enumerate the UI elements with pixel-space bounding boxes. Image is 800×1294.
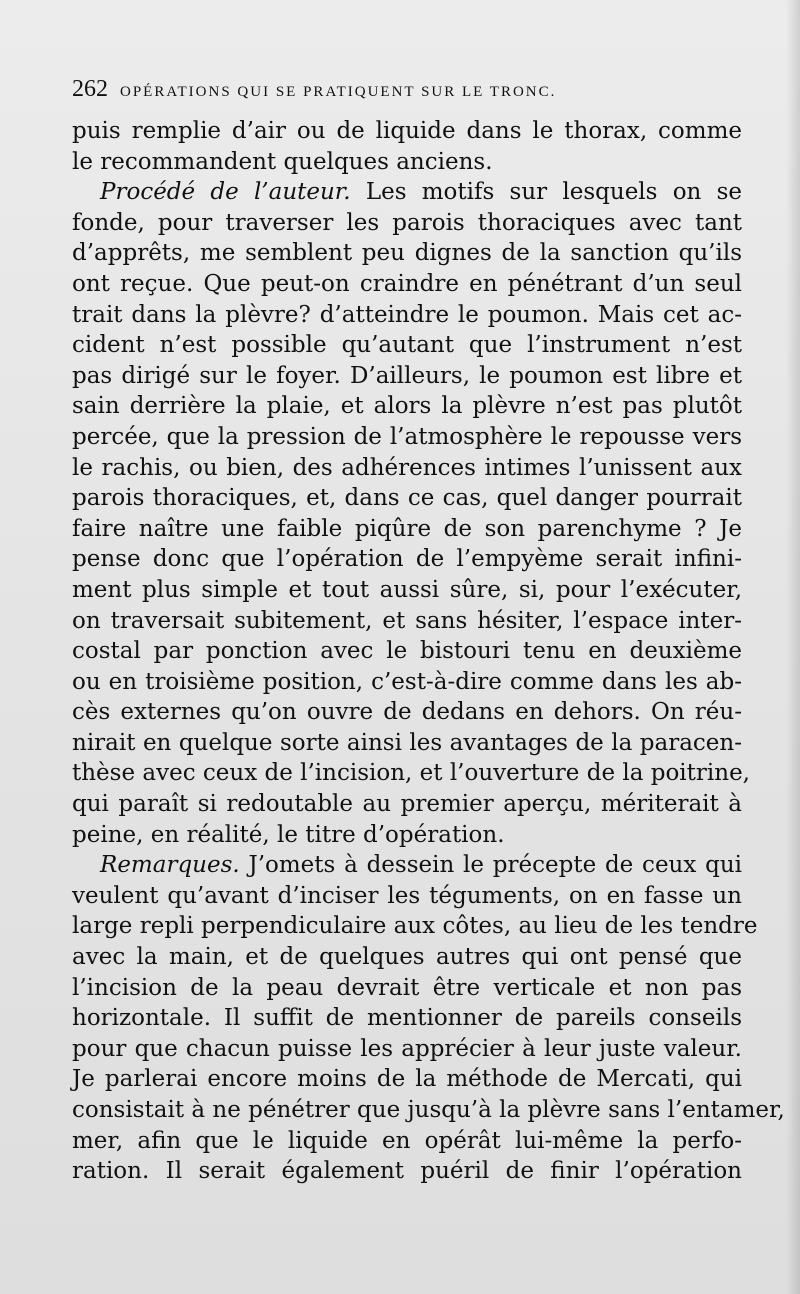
- text-line: pense donc que l’opération de l’empyème serait infini-: [72, 546, 742, 573]
- text-line: Je parlerai encore moins de la méthode de Mercati, qui: [72, 1066, 742, 1093]
- body-text: [72, 116, 785, 1187]
- text-line: large repli perpendiculaire aux côtes, au lieu de les tendre: [72, 913, 758, 940]
- section-lead: Remarques.: [100, 852, 240, 879]
- page-header: [72, 76, 742, 104]
- text-line: on traversait subitement, et sans hésiter, l’espace inter-: [72, 607, 742, 634]
- line-text: J’omets à dessein le précepte de ceux qui: [239, 852, 742, 879]
- text-line: parois thoraciques, et, dans ce cas, quel danger pourrait: [72, 485, 742, 512]
- line-text: Les motifs sur lesquels on se: [350, 179, 743, 206]
- text-line: peine, en réalité, le titre d’opération.: [72, 821, 505, 848]
- text-line: d’apprêts, me semblent peu dignes de la sanction qu’ils: [72, 240, 742, 267]
- text-line: pour que chacun puisse les apprécier à leur juste valeur.: [72, 1035, 742, 1062]
- text-line: cès externes qu’on ouvre de dedans en dehors. On réu-: [72, 699, 742, 726]
- text-line: puis remplie d’air ou de liquide dans le thorax, comme: [72, 118, 742, 144]
- text-line: avec la main, et de quelques autres qui ont pensé que: [72, 944, 742, 971]
- text-line: costal par ponction avec le bistouri tenu en deuxième: [72, 638, 742, 665]
- text-line: le recommandent quelques anciens.: [72, 148, 493, 175]
- text-line: sain derrière la plaie, et alors la plèvre n’est pas plutôt: [72, 393, 742, 420]
- text-line: pas dirigé sur le foyer. D’ailleurs, le poumon est libre et: [72, 362, 742, 389]
- text-line: percée, que la pression de l’atmosphère le repousse vers: [72, 423, 742, 450]
- text-line: le rachis, ou bien, des adhérences intimes l’unissent aux: [72, 454, 742, 481]
- running-head: OPÉRATIONS QUI SE PRATIQUENT SUR LE TRONC.: [120, 84, 557, 100]
- text-line: ment plus simple et tout aussi sûre, si, pour l’exécuter,: [72, 576, 742, 603]
- page-number: 262: [72, 76, 108, 102]
- text-line: [72, 177, 742, 208]
- text-line: veulent qu’avant d’inciser les téguments, on en fasse un: [72, 882, 742, 909]
- text-line: cident n’est possible qu’autant que l’instrument n’est: [72, 332, 742, 359]
- text-line: faire naître une faible piqûre de son parenchyme ? Je: [72, 515, 742, 542]
- text-line: thèse avec ceux de l’incision, et l’ouverture de la poitrine,: [72, 760, 750, 787]
- text-line: [72, 850, 742, 881]
- text-line: nirait en quelque sorte ainsi les avantages de la paracen-: [72, 729, 742, 756]
- text-line: mer, afin que le liquide en opérât lui-même la perfo-: [72, 1127, 742, 1154]
- text-line: consistait à ne pénétrer que jusqu’à la plèvre sans l’entamer,: [72, 1097, 785, 1123]
- text-line: ration. Il serait également puéril de finir l’opération: [72, 1158, 742, 1185]
- text-line: l’incision de la peau devrait être verticale et non pas: [72, 974, 742, 1001]
- text-line: horizontale. Il suffit de mentionner de pareils conseils: [72, 1005, 742, 1032]
- text-line: trait dans la plèvre? d’atteindre le poumon. Mais cet ac-: [72, 301, 742, 328]
- section-lead: Procédé de l’auteur.: [100, 179, 351, 206]
- text-line: qui paraît si redoutable au premier aperçu, mériterait à: [72, 791, 742, 818]
- text-line: ont reçue. Que peut-on craindre en pénétrant d’un seul: [72, 270, 742, 297]
- text-line: ou en troisième position, c’est-à-dire comme dans les ab-: [72, 668, 742, 695]
- text-line: fonde, pour traverser les parois thoraciques avec tant: [72, 209, 742, 236]
